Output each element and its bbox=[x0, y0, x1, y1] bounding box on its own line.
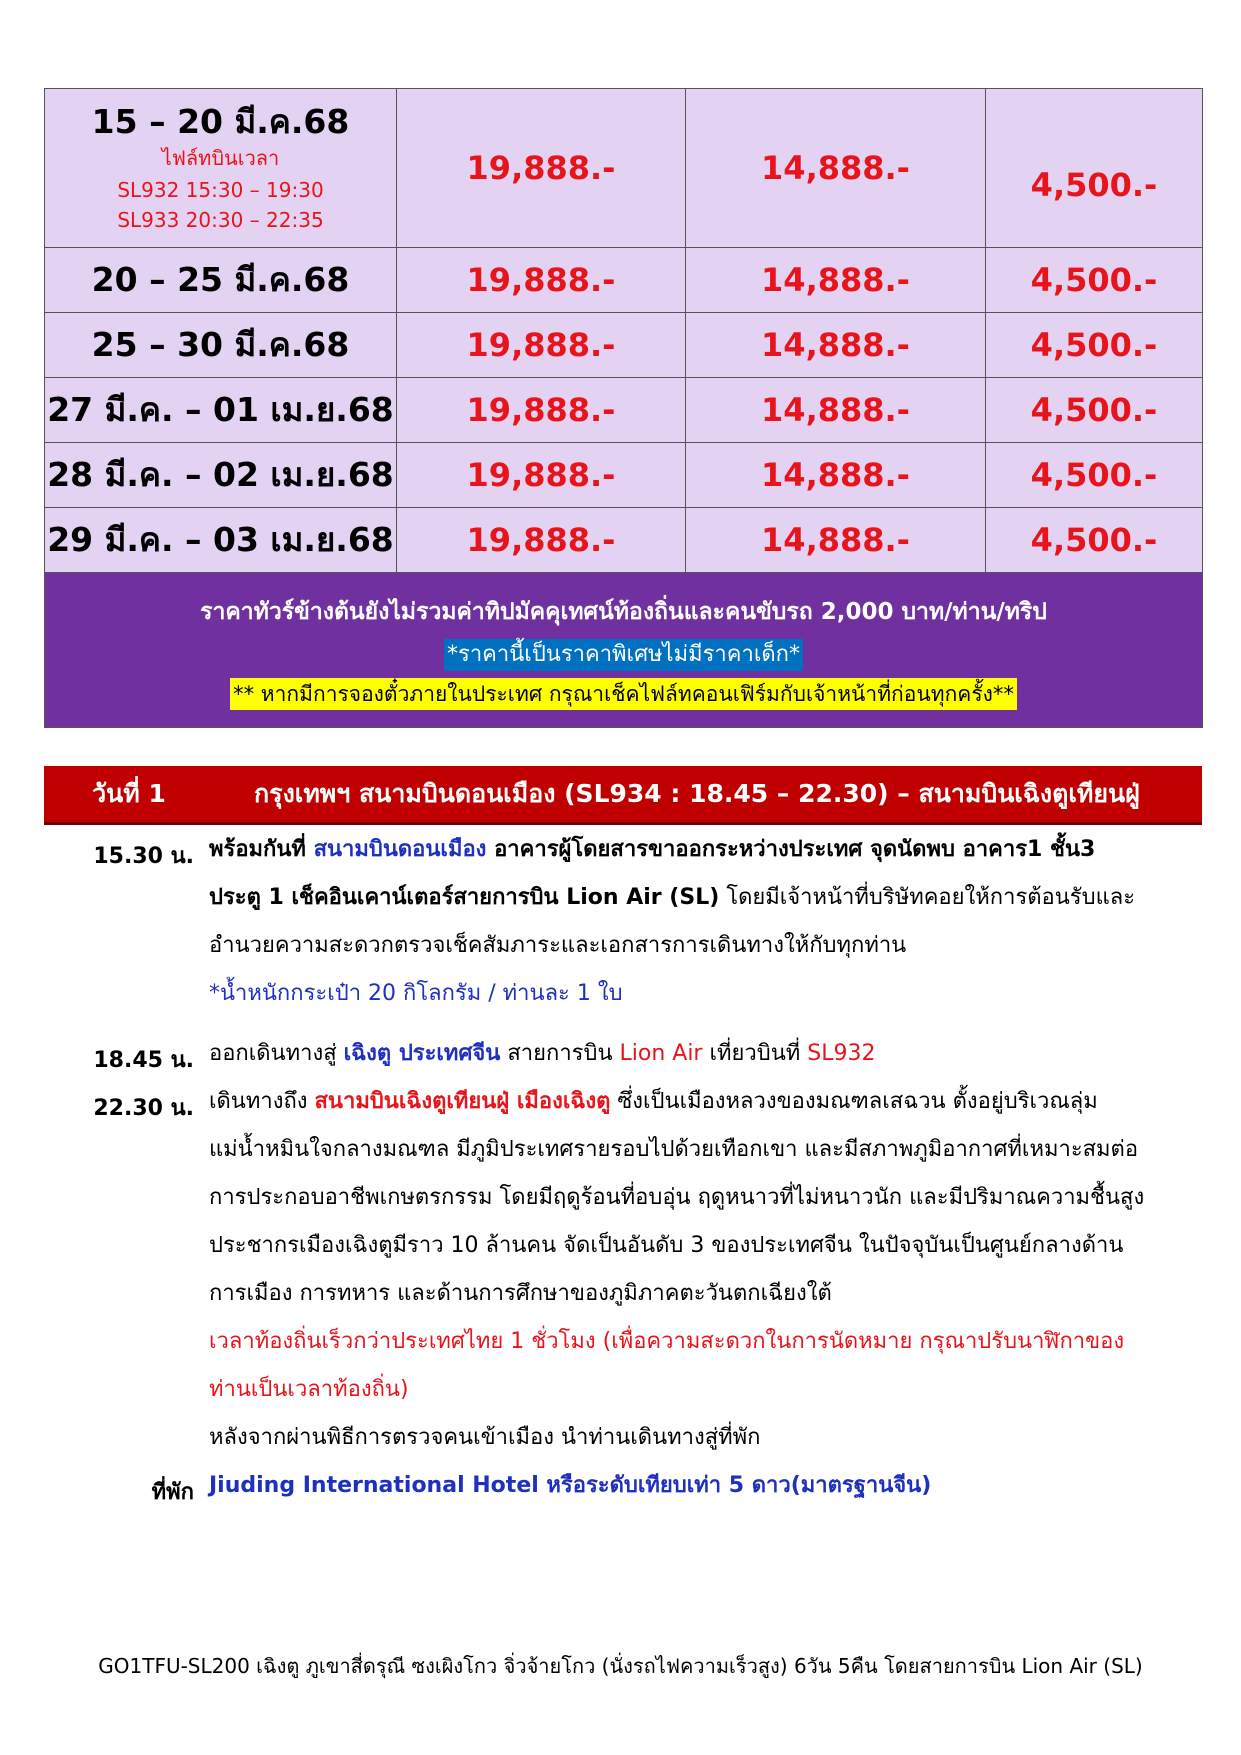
entry-line: อำนวยความสะดวกตรวจเช็คสัมภาระและเอกสารการเดินทางให้กับทุกท่าน bbox=[209, 933, 907, 958]
date-cell bbox=[45, 248, 397, 313]
hotel-label: ที่พัก bbox=[151, 1480, 194, 1505]
entry-line: ประชากรเมืองเฉิงตูมีราว 10 ล้านคน จัดเป็นอันดับ 3 ของประเทศจีน ในปัจจุบันเป็นศูนย์กลางด้าน bbox=[209, 1233, 1124, 1258]
flight-number: SL932 bbox=[807, 1041, 876, 1066]
text: ซึ่งเป็นเมืองหลวงของมณฑลเสฉวน ตั้งอยู่บริเวณลุ่ม bbox=[610, 1089, 1098, 1114]
single-supplement: 4,500.- bbox=[1030, 261, 1158, 299]
price-cell bbox=[397, 508, 686, 573]
price-row bbox=[45, 313, 1203, 378]
price-row bbox=[45, 89, 1203, 248]
price-cell bbox=[686, 89, 986, 248]
airport-name: สนามบินดอนเมือง bbox=[313, 837, 487, 862]
note-row bbox=[45, 573, 1203, 728]
adult-price: 19,888.- bbox=[466, 149, 616, 187]
date-cell bbox=[45, 508, 397, 573]
child-price: 14,888.- bbox=[761, 456, 910, 494]
price-cell bbox=[986, 313, 1203, 378]
price-row bbox=[45, 248, 1203, 313]
adult-price: 19,888.- bbox=[466, 261, 616, 299]
price-cell bbox=[686, 248, 986, 313]
price-cell bbox=[397, 313, 686, 378]
entry-content bbox=[209, 1030, 1199, 1078]
entry-line: แม่น้ำหมินใจกลางมณฑล มีภูมิประเทศรายรอบไปด้วยเทือกเขา และมีสภาพภูมิอากาศที่เหมาะสมต่อ bbox=[209, 1137, 1139, 1162]
child-price: 14,888.- bbox=[761, 326, 910, 364]
flight-return: SL933 20:30 – 22:35 bbox=[117, 207, 324, 232]
travel-dates: 29 มี.ค. – 03 เม.ย.68 bbox=[47, 520, 394, 559]
text: เที่ยวบินที่ bbox=[702, 1041, 808, 1066]
single-supplement: 4,500.- bbox=[1030, 166, 1158, 204]
entry-time: 18.45 น. bbox=[93, 1048, 194, 1073]
travel-dates: 27 มี.ค. – 01 เม.ย.68 bbox=[47, 390, 394, 429]
timezone-note: เวลาท้องถิ่นเร็วกว่าประเทศไทย 1 ชั่วโมง (เพื่อความสะดวกในการนัดหมาย กรุณาปรับนาฬิกาของ bbox=[209, 1329, 1125, 1354]
price-cell bbox=[986, 248, 1203, 313]
price-cell bbox=[686, 378, 986, 443]
entry-content bbox=[209, 826, 1199, 1018]
single-supplement: 4,500.- bbox=[1030, 326, 1158, 364]
entry-content bbox=[209, 1462, 1199, 1510]
entry-line bbox=[209, 1030, 1199, 1078]
flight-outbound: SL932 15:30 – 19:30 bbox=[117, 177, 324, 202]
price-notes bbox=[45, 573, 1203, 728]
child-price: 14,888.- bbox=[761, 149, 910, 187]
domestic-flight-note: ** หากมีการจองตั๋วภายในประเทศ กรุณาเช็คไฟล์ทคอนเฟิร์มกับเจ้าหน้าที่ก่อนทุกครั้ง** bbox=[230, 678, 1017, 710]
day-title: กรุงเทพฯ สนามบินดอนเมือง (SL934 : 18.45 – 22.30) – สนามบินเฉิงตูเทียนฝู่ bbox=[254, 779, 1140, 808]
single-supplement: 4,500.- bbox=[1030, 456, 1158, 494]
text: อาคารผู้โดยสารขาออกระหว่างประเทศ จุดนัดพบ อาคาร1 ชั้น3 bbox=[486, 837, 1096, 862]
day-header bbox=[44, 766, 1202, 822]
single-supplement: 4,500.- bbox=[1030, 521, 1158, 559]
price-cell bbox=[686, 313, 986, 378]
timezone-note: ท่านเป็นเวลาท้องถิ่น) bbox=[209, 1377, 409, 1402]
tip-note: ราคาทัวร์ข้างต้นยังไม่รวมค่าทิปมัคคุเทศน์ท้องถิ่นและคนขับรถ 2,000 บาท/ท่าน/ทริป bbox=[200, 599, 1047, 625]
entry-line: การเมือง การทหาร และด้านการศึกษาของภูมิภาคตะวันตกเฉียงใต้ bbox=[209, 1281, 832, 1306]
entry-content bbox=[209, 1078, 1199, 1462]
destination: สนามบินเฉิงตูเทียนฝู่ เมืองเฉิงตู bbox=[314, 1089, 611, 1114]
price-table bbox=[44, 88, 1203, 728]
price-cell bbox=[986, 443, 1203, 508]
price-cell bbox=[686, 443, 986, 508]
adult-price: 19,888.- bbox=[466, 521, 616, 559]
entry-time: 22.30 น. bbox=[93, 1096, 194, 1121]
price-cell bbox=[397, 378, 686, 443]
travel-dates: 25 – 30 มี.ค.68 bbox=[91, 325, 350, 364]
baggage-note: *น้ำหนักกระเป๋า 20 กิโลกรัม / ท่านละ 1 ใบ bbox=[209, 981, 623, 1006]
price-row bbox=[45, 508, 1203, 573]
child-price: 14,888.- bbox=[761, 261, 910, 299]
travel-dates: 15 – 20 มี.ค.68 bbox=[91, 101, 350, 141]
text: โดยมีเจ้าหน้าที่บริษัทคอยให้การต้อนรับและ bbox=[719, 885, 1136, 910]
no-child-price-note: *ราคานี้เป็นราคาพิเศษไม่มีราคาเด็ก* bbox=[444, 639, 803, 671]
text: ประตู 1 เช็คอินเคาน์เตอร์สายการบิน Lion Air (SL) bbox=[209, 885, 720, 910]
price-cell bbox=[986, 89, 1203, 248]
destination: เฉิงตู ประเทศจีน bbox=[343, 1041, 501, 1066]
adult-price: 19,888.- bbox=[466, 326, 616, 364]
entry-line bbox=[209, 874, 1199, 922]
price-cell bbox=[986, 508, 1203, 573]
flight-time-label: ไฟล์ทบินเวลา bbox=[161, 145, 280, 170]
entry-line: หลังจากผ่านพิธีการตรวจคนเข้าเมือง นำท่านเดินทางสู่ที่พัก bbox=[209, 1425, 761, 1450]
day-number: วันที่ 1 bbox=[92, 779, 166, 808]
entry-line: การประกอบอาชีพเกษตรกรรม โดยมีฤดูร้อนที่อบอุ่น ฤดูหนาวที่ไม่หนาวนัก และมีปริมาณความชื้นสูง bbox=[209, 1185, 1145, 1210]
date-cell bbox=[45, 313, 397, 378]
text: พร้อมกันที่ bbox=[209, 837, 314, 862]
entry-time: 15.30 น. bbox=[93, 844, 194, 869]
price-cell bbox=[686, 508, 986, 573]
travel-dates: 28 มี.ค. – 02 เม.ย.68 bbox=[47, 455, 394, 494]
text: ออกเดินทางสู่ bbox=[209, 1041, 344, 1066]
price-cell bbox=[986, 378, 1203, 443]
single-supplement: 4,500.- bbox=[1030, 391, 1158, 429]
page-footer: GO1TFU-SL200 เฉิงตู ภูเขาสี่ดรุณี ซงเผิงโกว จิ่วจ้ายโกว (นั่งรถไฟความเร็วสูง) 6วัน 5คืน โดยสายการบิน Lion Air (SL) bbox=[98, 1654, 1143, 1678]
price-cell bbox=[397, 443, 686, 508]
price-cell bbox=[397, 248, 686, 313]
text: สายการบิน bbox=[500, 1041, 620, 1066]
airline-name: Lion Air bbox=[619, 1041, 703, 1066]
adult-price: 19,888.- bbox=[466, 456, 616, 494]
date-cell bbox=[45, 89, 397, 248]
adult-price: 19,888.- bbox=[466, 391, 616, 429]
text: เดินทางถึง bbox=[209, 1089, 315, 1114]
price-row bbox=[45, 378, 1203, 443]
price-cell bbox=[397, 89, 686, 248]
entry-line bbox=[209, 1078, 1199, 1126]
hotel-name: Jiuding International Hotel หรือระดับเทียบเท่า 5 ดาว(มาตรฐานจีน) bbox=[209, 1473, 932, 1498]
date-cell bbox=[45, 443, 397, 508]
entry-line bbox=[209, 826, 1199, 874]
child-price: 14,888.- bbox=[761, 521, 910, 559]
price-row bbox=[45, 443, 1203, 508]
travel-dates: 20 – 25 มี.ค.68 bbox=[91, 260, 350, 299]
child-price: 14,888.- bbox=[761, 391, 910, 429]
date-cell bbox=[45, 378, 397, 443]
